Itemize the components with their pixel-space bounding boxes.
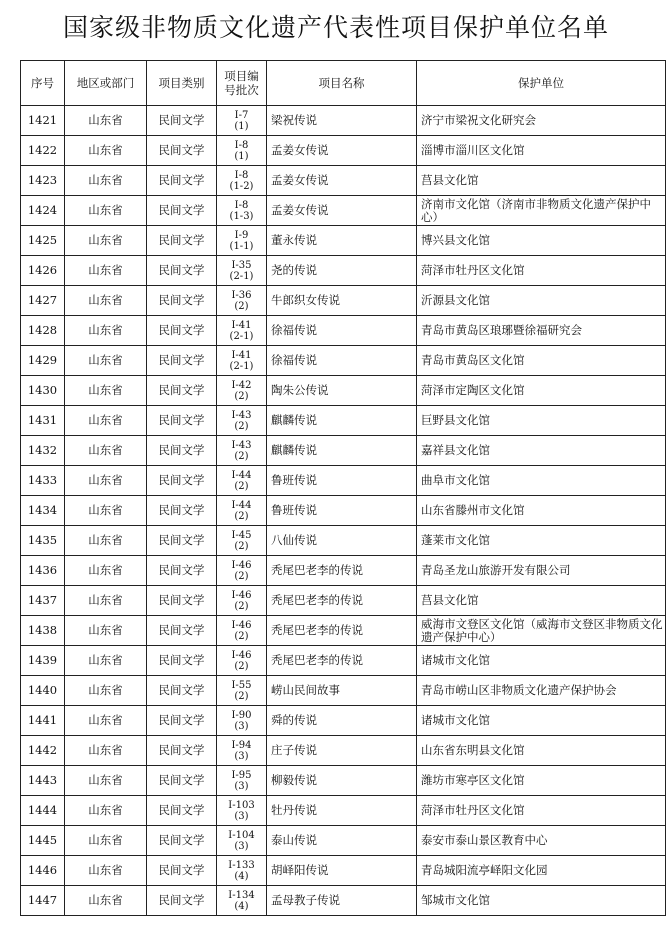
- row-unit: 威海市文登区文化馆（威海市文登区非物质文化遗产保护中心）: [417, 616, 666, 646]
- row-code: [217, 886, 267, 916]
- row-code-batch: (2): [234, 420, 249, 432]
- row-category: 民间文学: [147, 616, 217, 646]
- row-code-batch: (1-3): [229, 210, 254, 222]
- row-category: 民间文学: [147, 376, 217, 406]
- table-row: [21, 736, 666, 766]
- row-region: 山东省: [65, 766, 147, 796]
- row-name: 孟母教子传说: [267, 886, 417, 916]
- row-num: 1433: [21, 466, 65, 496]
- table-row: [21, 706, 666, 736]
- row-code-batch: (2): [234, 630, 249, 642]
- table-row: [21, 826, 666, 856]
- table-row: [21, 526, 666, 556]
- row-name: 鲁班传说: [267, 496, 417, 526]
- row-code: [217, 466, 267, 496]
- row-region: 山东省: [65, 886, 147, 916]
- page-title: 国家级非物质文化遗产代表性项目保护单位名单: [62, 13, 609, 42]
- row-num: 1445: [21, 826, 65, 856]
- row-num: 1424: [21, 196, 65, 226]
- row-region: 山东省: [65, 346, 147, 376]
- row-num: 1443: [21, 766, 65, 796]
- row-code: [217, 256, 267, 286]
- row-name: 尧的传说: [267, 256, 417, 286]
- row-code-number: Ⅰ-95: [231, 769, 252, 781]
- table-row: [21, 646, 666, 676]
- row-name: 柳毅传说: [267, 766, 417, 796]
- row-code-number: Ⅰ-46: [231, 559, 252, 571]
- row-unit: 青岛市黄岛区文化馆: [417, 346, 666, 376]
- row-category: 民间文学: [147, 496, 217, 526]
- row-code: [217, 616, 267, 646]
- row-code-batch: (2): [234, 600, 249, 612]
- row-region: 山东省: [65, 586, 147, 616]
- row-region: 山东省: [65, 466, 147, 496]
- header-unit: 保护单位: [417, 61, 666, 106]
- row-code-batch: (1-2): [229, 180, 254, 192]
- row-num: 1428: [21, 316, 65, 346]
- row-code: [217, 436, 267, 466]
- row-code-batch: (2-1): [229, 270, 254, 282]
- row-category: 民间文学: [147, 166, 217, 196]
- table-row: [21, 886, 666, 916]
- row-code-number: Ⅰ-133: [228, 859, 255, 871]
- row-category: 民间文学: [147, 826, 217, 856]
- row-num: 1446: [21, 856, 65, 886]
- row-code: [217, 106, 267, 136]
- table-row: [21, 406, 666, 436]
- row-unit: 沂源县文化馆: [417, 286, 666, 316]
- row-category: 民间文学: [147, 856, 217, 886]
- row-code-batch: (2): [234, 390, 249, 402]
- table-row: [21, 136, 666, 166]
- table-row: [21, 856, 666, 886]
- heritage-table: [20, 60, 666, 916]
- row-code-number: Ⅰ-46: [231, 619, 252, 631]
- row-num: 1423: [21, 166, 65, 196]
- row-category: 民间文学: [147, 676, 217, 706]
- row-name: 徐福传说: [267, 316, 417, 346]
- row-category: 民间文学: [147, 586, 217, 616]
- row-code-number: Ⅰ-41: [231, 349, 252, 361]
- table-row: [21, 796, 666, 826]
- row-code: [217, 766, 267, 796]
- row-code-number: Ⅰ-46: [231, 589, 252, 601]
- row-category: 民间文学: [147, 106, 217, 136]
- row-unit: 邹城市文化馆: [417, 886, 666, 916]
- row-category: 民间文学: [147, 706, 217, 736]
- row-code: [217, 136, 267, 166]
- row-unit: 青岛市黄岛区琅琊暨徐福研究会: [417, 316, 666, 346]
- row-num: 1438: [21, 616, 65, 646]
- row-category: 民间文学: [147, 256, 217, 286]
- row-name: 秃尾巴老李的传说: [267, 586, 417, 616]
- row-category: 民间文学: [147, 466, 217, 496]
- table-row: [21, 616, 666, 646]
- row-region: 山东省: [65, 226, 147, 256]
- row-name: 陶朱公传说: [267, 376, 417, 406]
- row-category: 民间文学: [147, 556, 217, 586]
- row-code: [217, 706, 267, 736]
- row-name: 梁祝传说: [267, 106, 417, 136]
- row-code-batch: (2): [234, 510, 249, 522]
- row-unit: 山东省东明县文化馆: [417, 736, 666, 766]
- row-code: [217, 316, 267, 346]
- row-name: 泰山传说: [267, 826, 417, 856]
- table-row: [21, 376, 666, 406]
- row-code-batch: (4): [234, 870, 249, 882]
- row-code: [217, 226, 267, 256]
- row-region: 山东省: [65, 166, 147, 196]
- row-code-batch: (3): [234, 810, 249, 822]
- row-region: 山东省: [65, 376, 147, 406]
- row-num: 1442: [21, 736, 65, 766]
- row-category: 民间文学: [147, 316, 217, 346]
- row-region: 山东省: [65, 136, 147, 166]
- row-code-batch: (1): [234, 120, 249, 132]
- row-num: 1429: [21, 346, 65, 376]
- row-code-number: Ⅰ-45: [231, 529, 252, 541]
- row-code: [217, 556, 267, 586]
- row-category: 民间文学: [147, 646, 217, 676]
- row-code-number: Ⅰ-8: [234, 169, 249, 181]
- row-code-batch: (3): [234, 720, 249, 732]
- row-code: [217, 376, 267, 406]
- table-row: [21, 316, 666, 346]
- row-category: 民间文学: [147, 736, 217, 766]
- table-row: [21, 466, 666, 496]
- row-unit: 青岛圣龙山旅游开发有限公司: [417, 556, 666, 586]
- row-code-number: Ⅰ-43: [231, 439, 252, 451]
- row-num: 1432: [21, 436, 65, 466]
- row-num: 1441: [21, 706, 65, 736]
- row-unit: 青岛市崂山区非物质文化遗产保护协会: [417, 676, 666, 706]
- row-code: [217, 406, 267, 436]
- row-category: 民间文学: [147, 796, 217, 826]
- row-region: 山东省: [65, 286, 147, 316]
- table-row: [21, 766, 666, 796]
- row-region: 山东省: [65, 316, 147, 346]
- row-num: 1431: [21, 406, 65, 436]
- row-code-batch: (2): [234, 540, 249, 552]
- row-num: 1430: [21, 376, 65, 406]
- row-num: 1426: [21, 256, 65, 286]
- row-code-batch: (1): [234, 150, 249, 162]
- row-region: 山东省: [65, 646, 147, 676]
- row-category: 民间文学: [147, 886, 217, 916]
- row-name: 舜的传说: [267, 706, 417, 736]
- row-code-number: Ⅰ-8: [234, 199, 249, 211]
- row-region: 山东省: [65, 406, 147, 436]
- row-code: [217, 496, 267, 526]
- row-code-number: Ⅰ-9: [234, 229, 249, 241]
- row-code: [217, 856, 267, 886]
- table-row: [21, 556, 666, 586]
- row-code-number: Ⅰ-103: [228, 799, 255, 811]
- row-code: [217, 676, 267, 706]
- row-num: 1435: [21, 526, 65, 556]
- row-name: 麒麟传说: [267, 406, 417, 436]
- row-code-number: Ⅰ-94: [231, 739, 252, 751]
- row-category: 民间文学: [147, 346, 217, 376]
- row-name: 秃尾巴老李的传说: [267, 556, 417, 586]
- row-category: 民间文学: [147, 136, 217, 166]
- row-code-batch: (1-1): [229, 240, 254, 252]
- row-code-number: Ⅰ-42: [231, 379, 252, 391]
- row-category: 民间文学: [147, 766, 217, 796]
- row-code-batch: (3): [234, 780, 249, 792]
- row-num: 1425: [21, 226, 65, 256]
- header-code: 项目编号批次: [217, 61, 267, 106]
- row-region: 山东省: [65, 616, 147, 646]
- row-name: 牛郎织女传说: [267, 286, 417, 316]
- table-row: [21, 166, 666, 196]
- row-name: 孟姜女传说: [267, 136, 417, 166]
- row-code-batch: (2): [234, 690, 249, 702]
- row-region: 山东省: [65, 676, 147, 706]
- row-region: 山东省: [65, 436, 147, 466]
- row-region: 山东省: [65, 796, 147, 826]
- table-row: [21, 586, 666, 616]
- row-name: 孟姜女传说: [267, 196, 417, 226]
- row-name: 秃尾巴老李的传说: [267, 616, 417, 646]
- row-unit: 菏泽市定陶区文化馆: [417, 376, 666, 406]
- row-unit: 山东省滕州市文化馆: [417, 496, 666, 526]
- row-unit: 菏泽市牡丹区文化馆: [417, 256, 666, 286]
- row-category: 民间文学: [147, 436, 217, 466]
- row-region: 山东省: [65, 526, 147, 556]
- row-code-number: Ⅰ-8: [234, 139, 249, 151]
- row-region: 山东省: [65, 556, 147, 586]
- row-name: 孟姜女传说: [267, 166, 417, 196]
- row-unit: 济南市文化馆（济南市非物质文化遗产保护中心）: [417, 196, 666, 226]
- table-header-row: [21, 61, 666, 106]
- row-num: 1434: [21, 496, 65, 526]
- table-row: [21, 196, 666, 226]
- row-category: 民间文学: [147, 226, 217, 256]
- row-code: [217, 286, 267, 316]
- row-unit: 泰安市泰山景区教育中心: [417, 826, 666, 856]
- row-unit: 青岛城阳流亭峄阳文化园: [417, 856, 666, 886]
- row-name: 胡峄阳传说: [267, 856, 417, 886]
- row-code-number: Ⅰ-46: [231, 649, 252, 661]
- row-code-number: Ⅰ-7: [234, 109, 249, 121]
- row-code-number: Ⅰ-104: [228, 829, 255, 841]
- table-row: [21, 436, 666, 466]
- row-num: 1422: [21, 136, 65, 166]
- table-row: [21, 286, 666, 316]
- row-code: [217, 826, 267, 856]
- table-row: [21, 256, 666, 286]
- row-code-number: Ⅰ-90: [231, 709, 252, 721]
- row-num: 1436: [21, 556, 65, 586]
- row-code: [217, 796, 267, 826]
- row-code-batch: (2): [234, 480, 249, 492]
- row-num: 1440: [21, 676, 65, 706]
- row-unit: 博兴县文化馆: [417, 226, 666, 256]
- row-unit: 菏泽市牡丹区文化馆: [417, 796, 666, 826]
- row-unit: 莒县文化馆: [417, 166, 666, 196]
- row-num: 1437: [21, 586, 65, 616]
- row-num: 1439: [21, 646, 65, 676]
- row-code-batch: (2-1): [229, 330, 254, 342]
- row-code-batch: (2): [234, 660, 249, 672]
- row-region: 山东省: [65, 736, 147, 766]
- row-unit: 莒县文化馆: [417, 586, 666, 616]
- row-num: 1447: [21, 886, 65, 916]
- row-code: [217, 346, 267, 376]
- row-unit: 蓬莱市文化馆: [417, 526, 666, 556]
- row-code-batch: (3): [234, 840, 249, 852]
- table-body: [21, 106, 666, 916]
- header-num: 序号: [21, 61, 65, 106]
- row-code-number: Ⅰ-36: [231, 289, 252, 301]
- row-name: 鲁班传说: [267, 466, 417, 496]
- row-region: 山东省: [65, 856, 147, 886]
- row-code-batch: (3): [234, 750, 249, 762]
- header-category: 项目类别: [147, 61, 217, 106]
- row-region: 山东省: [65, 496, 147, 526]
- row-unit: 济宁市梁祝文化研究会: [417, 106, 666, 136]
- row-unit: 曲阜市文化馆: [417, 466, 666, 496]
- row-code-number: Ⅰ-134: [228, 889, 255, 901]
- row-code-batch: (4): [234, 900, 249, 912]
- row-name: 崂山民间故事: [267, 676, 417, 706]
- row-code: [217, 736, 267, 766]
- row-category: 民间文学: [147, 196, 217, 226]
- row-name: 麒麟传说: [267, 436, 417, 466]
- row-code-number: Ⅰ-35: [231, 259, 252, 271]
- row-unit: 巨野县文化馆: [417, 406, 666, 436]
- row-code-number: Ⅰ-41: [231, 319, 252, 331]
- row-code-number: Ⅰ-55: [231, 679, 252, 691]
- row-code-batch: (2): [234, 300, 249, 312]
- row-region: 山东省: [65, 706, 147, 736]
- table-row: [21, 346, 666, 376]
- table-row: [21, 106, 666, 136]
- row-unit: 潍坊市寒亭区文化馆: [417, 766, 666, 796]
- row-name: 庄子传说: [267, 736, 417, 766]
- row-code-batch: (2): [234, 450, 249, 462]
- row-category: 民间文学: [147, 286, 217, 316]
- row-region: 山东省: [65, 256, 147, 286]
- header-region: 地区或部门: [65, 61, 147, 106]
- row-unit: 淄博市淄川区文化馆: [417, 136, 666, 166]
- row-region: 山东省: [65, 196, 147, 226]
- row-code-number: Ⅰ-43: [231, 409, 252, 421]
- row-name: 八仙传说: [267, 526, 417, 556]
- table-row: [21, 676, 666, 706]
- row-name: 牡丹传说: [267, 796, 417, 826]
- row-unit: 诸城市文化馆: [417, 646, 666, 676]
- row-name: 徐福传说: [267, 346, 417, 376]
- row-code: [217, 646, 267, 676]
- row-code-batch: (2): [234, 570, 249, 582]
- row-num: 1421: [21, 106, 65, 136]
- row-category: 民间文学: [147, 406, 217, 436]
- table-row: [21, 226, 666, 256]
- row-num: 1444: [21, 796, 65, 826]
- header-name: 项目名称: [267, 61, 417, 106]
- row-region: 山东省: [65, 826, 147, 856]
- row-code: [217, 196, 267, 226]
- row-name: 董永传说: [267, 226, 417, 256]
- row-code-number: Ⅰ-44: [231, 469, 252, 481]
- row-code-number: Ⅰ-44: [231, 499, 252, 511]
- row-num: 1427: [21, 286, 65, 316]
- row-code-batch: (2-1): [229, 360, 254, 372]
- row-code: [217, 526, 267, 556]
- table-row: [21, 496, 666, 526]
- row-code: [217, 586, 267, 616]
- row-region: 山东省: [65, 106, 147, 136]
- row-unit: 嘉祥县文化馆: [417, 436, 666, 466]
- row-code: [217, 166, 267, 196]
- row-category: 民间文学: [147, 526, 217, 556]
- row-name: 秃尾巴老李的传说: [267, 646, 417, 676]
- row-unit: 诸城市文化馆: [417, 706, 666, 736]
